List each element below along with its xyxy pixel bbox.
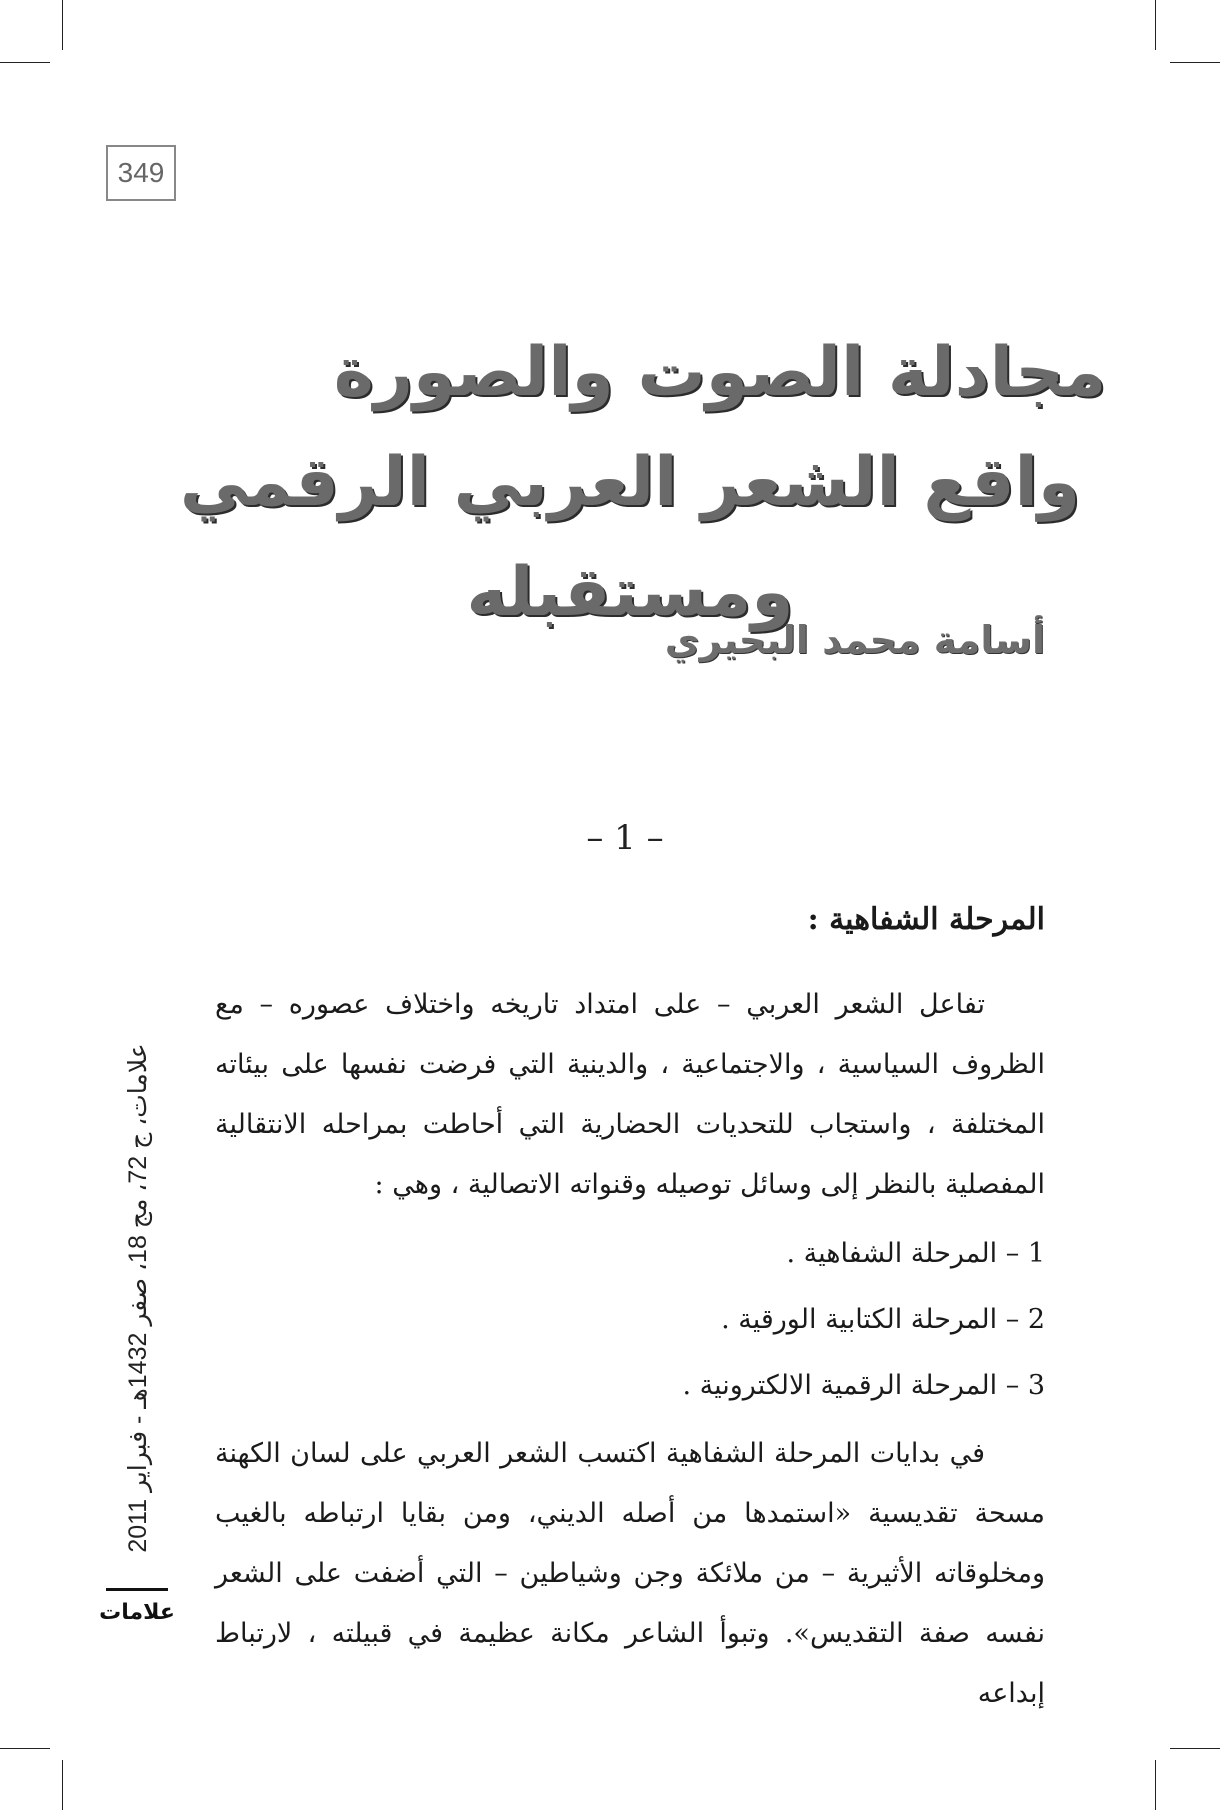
crop-mark xyxy=(0,1748,50,1749)
paragraph xyxy=(215,1424,1045,1724)
section-number: – 1 – xyxy=(586,818,664,858)
list-item: 3 – المرحلة الرقمية الالكترونية . xyxy=(682,1370,1045,1401)
article-title xyxy=(120,318,1140,648)
paragraph-text: تفاعل الشعر العربي – على امتداد تاريخه واختلاف عصوره – مع الظروف السياسية ، والاجتماعية ، والدينية التي فرضت نفسها على بيئاته المختلفة ، واستجاب للتحديات الحضارية التي أحاطت بمراحله الانتقالية المفصلية بالنظر إلى وسائل توصيله وقنواته الاتصالية ، وهي : xyxy=(215,989,1045,1200)
title-line-1: مجادلة الصوت والصورة xyxy=(333,333,1107,412)
section-heading: المرحلة الشفاهية : xyxy=(807,902,1045,937)
journal-citation: علامات، ج 72، مج 18، صفر 1432هـ - فبراير 2011 xyxy=(124,1043,152,1553)
list-item: 1 – المرحلة الشفاهية . xyxy=(786,1238,1045,1269)
journal-logo: علامات xyxy=(106,1588,168,1625)
title-line-2: واقع الشعر العربي الرقمي ومستقبله xyxy=(179,443,1081,632)
crop-mark xyxy=(1170,62,1220,63)
crop-mark xyxy=(0,62,50,63)
author-name: أسامة محمد البحيري xyxy=(664,618,1045,662)
crop-mark xyxy=(1155,1760,1156,1810)
paragraph xyxy=(215,975,1045,1215)
paragraph-text: في بدايات المرحلة الشفاهية اكتسب الشعر العربي على لسان الكهنة مسحة تقديسية «استمدها من أصله الديني، ومن بقايا ارتباطه بالغيب ومخلوقاته الأثيرية – من ملائكة وجن وشياطين – التي أضفت على الشعر نفسه صفة التقديس». وتبوأ الشاعر مكانة عظيمة في قبيلته ، لارتباط إبداعه xyxy=(215,1438,1045,1709)
crop-mark xyxy=(1170,1748,1220,1749)
crop-mark xyxy=(62,0,63,50)
page-number: 349 xyxy=(106,145,176,201)
crop-mark xyxy=(62,1760,63,1810)
list-item: 2 – المرحلة الكتابية الورقية . xyxy=(721,1304,1045,1335)
crop-mark xyxy=(1155,0,1156,50)
stage-list xyxy=(682,1221,1045,1419)
